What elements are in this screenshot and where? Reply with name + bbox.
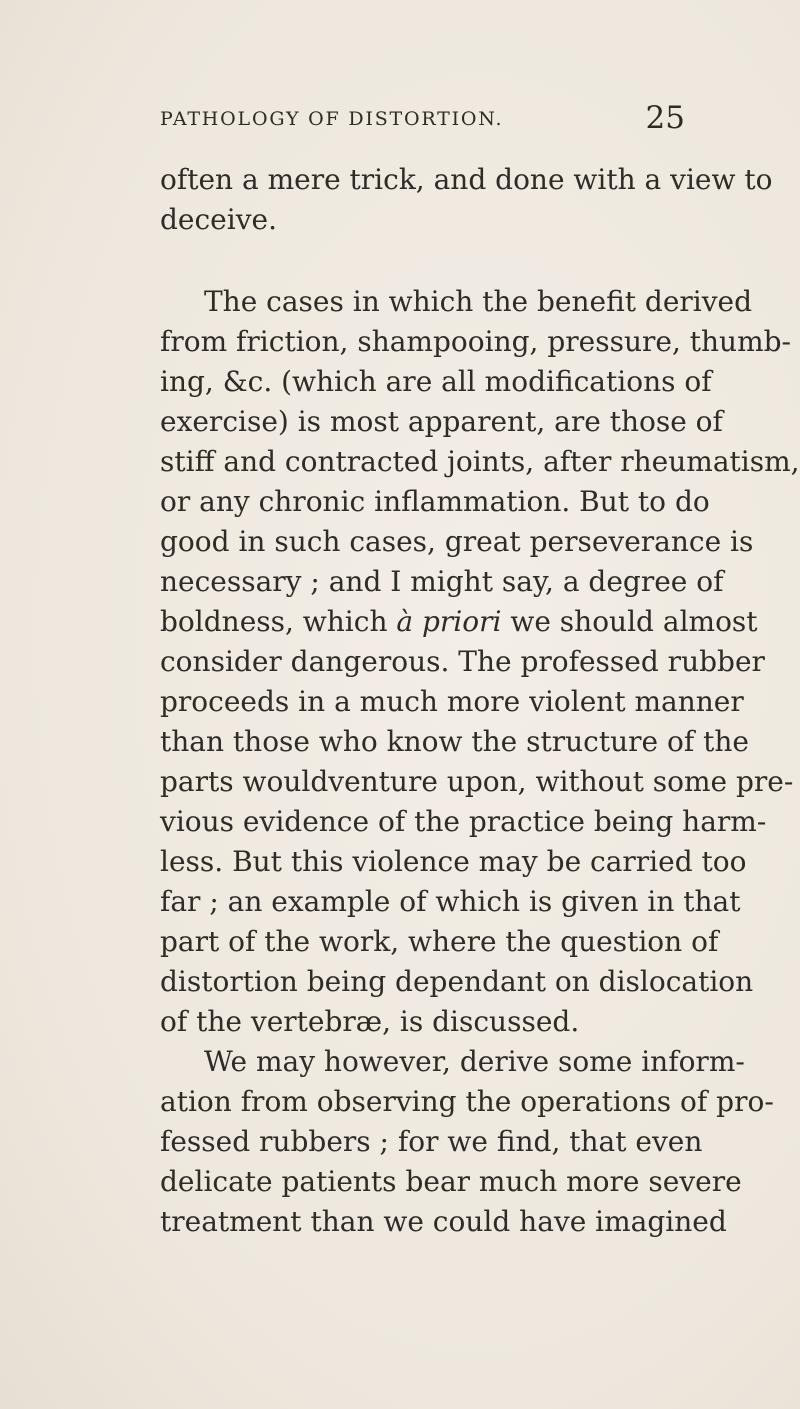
text-line-start: boldness, which xyxy=(160,605,388,638)
text-line: of the vertebræ, is discussed. xyxy=(160,1005,580,1038)
text-line-end: we should almost xyxy=(510,605,758,638)
text-line: delicate patients bear much more severe xyxy=(160,1165,742,1198)
text-line: proceeds in a much more violent manner xyxy=(160,685,744,718)
running-title: PATHOLOGY OF DISTORTION. xyxy=(160,108,504,130)
text-line: often a mere trick, and done with a view to xyxy=(160,163,773,196)
text-line: necessary ; and I might say, a degree of xyxy=(160,565,724,598)
text-line xyxy=(160,602,758,642)
text-line: than those who know the structure of the xyxy=(160,725,749,758)
text-line: vious evidence of the practice being harm- xyxy=(160,805,767,838)
text-line: from friction, shampooing, pressure, thumb- xyxy=(160,325,791,358)
italic-phrase: à priori xyxy=(396,605,502,638)
text-line: ation from observing the operations of pro- xyxy=(160,1085,774,1118)
text-line: distortion being dependant on dislocation xyxy=(160,965,754,998)
text-line: stiff and contracted joints, after rheumatism, xyxy=(160,445,800,478)
running-head xyxy=(160,100,685,140)
text-line: The cases in which the benefit derived xyxy=(204,285,753,318)
text-line: ing, &c. (which are all modifications of xyxy=(160,365,712,398)
text-line: treatment than we could have imagined xyxy=(160,1205,727,1238)
text-line: or any chronic inflammation. But to do xyxy=(160,485,710,518)
text-line: exercise) is most apparent, are those of xyxy=(160,405,723,438)
page-number: 25 xyxy=(645,100,685,136)
text-line: good in such cases, great perseverance is xyxy=(160,525,754,558)
text-line: fessed rubbers ; for we find, that even xyxy=(160,1125,703,1158)
text-line: We may however, derive some inform- xyxy=(204,1045,745,1078)
text-line: far ; an example of which is given in that xyxy=(160,885,741,918)
text-line: less. But this violence may be carried too xyxy=(160,845,747,878)
text-line: parts wouldventure upon, without some pre- xyxy=(160,765,794,798)
text-line: deceive. xyxy=(160,203,277,236)
text-line: part of the work, where the question of xyxy=(160,925,719,958)
text-line: consider dangerous. The professed rubber xyxy=(160,645,765,678)
